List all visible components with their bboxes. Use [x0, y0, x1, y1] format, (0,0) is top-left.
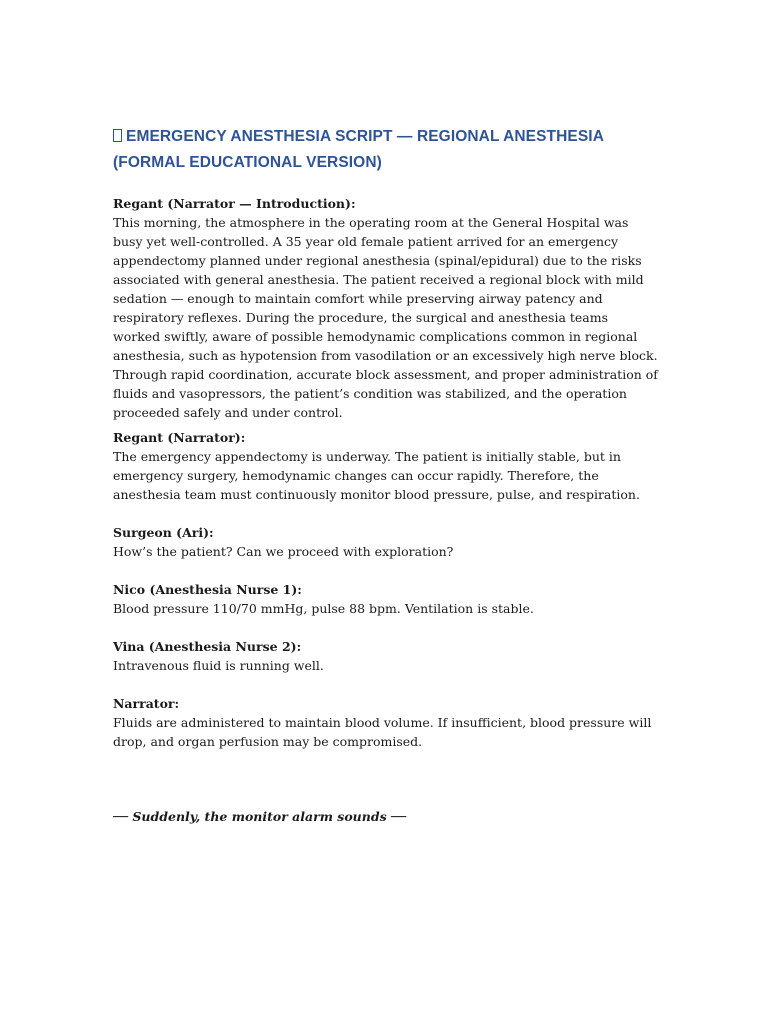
dialogue-text: Blood pressure 110/70 mmHg, pulse 88 bpm. Ventilation is stable. — [113, 601, 534, 616]
section-nurse-1 — [113, 580, 658, 618]
speaker-label: Vina (Anesthesia Nurse 2): — [113, 639, 302, 654]
dialogue-text: How’s the patient? Can we proceed with exploration? — [113, 544, 454, 559]
document-title-text: EMERGENCY ANESTHESIA SCRIPT — REGIONAL ANESTHESIA (FORMAL EDUCATIONAL VERSION) — [113, 128, 604, 171]
speaker-label: Regant (Narrator — Introduction): — [113, 196, 356, 211]
speaker-label: Nico (Anesthesia Nurse 1): — [113, 582, 302, 597]
section-narrator — [113, 428, 658, 504]
section-intro — [113, 194, 658, 422]
missing-glyph-icon — [113, 129, 122, 142]
section-nurse-2 — [113, 637, 658, 675]
speaker-label: Surgeon (Ari): — [113, 525, 214, 540]
speaker-label: Narrator: — [113, 696, 180, 711]
dialogue-text: The emergency appendectomy is underway. The patient is initially stable, but in emergency surgery, hemodynamic changes can occur rapidly. Therefore, the anesthesia team must continuously monitor blood pressure, pulse, and respiration. — [113, 449, 640, 502]
section-surgeon — [113, 523, 658, 561]
stage-direction: ── Suddenly, the monitor alarm sounds ── — [113, 809, 407, 824]
section-narrator-2 — [113, 694, 658, 751]
document-title — [113, 124, 658, 176]
dialogue-text: Intravenous fluid is running well. — [113, 658, 324, 673]
dialogue-text: This morning, the atmosphere in the operating room at the General Hospital was busy yet well-controlled. A 35 year old female patient arrived for an emergency appendectomy planned under regional anesthesia (spinal/epidural) due to the risks associated with general anesthesia. The patient received a regional block with mild sedation — enough to maintain comfort while preserving airway patency and respiratory reflexes. During the procedure, the surgical and anesthesia teams worked swiftly, aware of possible hemodynamic complications common in regional anesthesia, such as hypotension from vasodilation or an excessively high nerve block. Through rapid coordination, accurate block assessment, and proper administration of fluids and vasopressors, the patient’s condition was stabilized, and the operation proceeded safely and under control. — [113, 215, 658, 420]
dialogue-text: Fluids are administered to maintain blood volume. If insufficient, blood pressure will drop, and organ perfusion may be compromised. — [113, 715, 652, 749]
speaker-label: Regant (Narrator): — [113, 430, 246, 445]
